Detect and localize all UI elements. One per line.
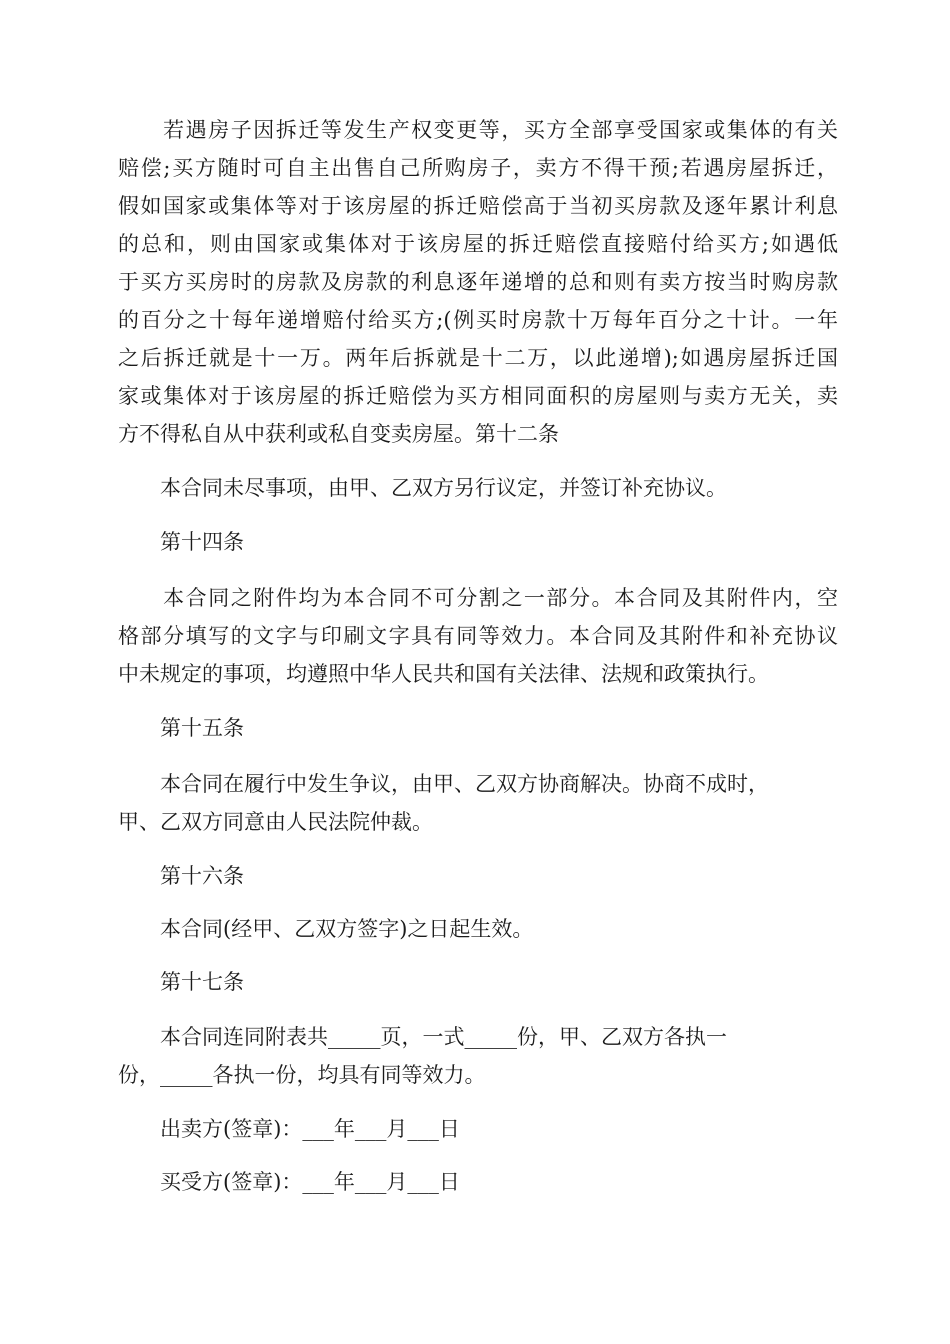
- paragraph-line: 中未规定的事项，均遵照中华人民共和国有关法律、法规和政策执行。: [118, 662, 769, 686]
- paragraph-line: 本合同未尽事项，由甲、乙双方另行议定，并签订补充协议。: [118, 476, 727, 500]
- paragraph-line: 的百分之十每年递增赔付给买方;(例买时房款十万每年百分之十计。一年: [118, 308, 838, 332]
- paragraph-line: 赔偿;买方随时可自主出售自己所购房子，卖方不得干预;若遇房屋拆迁，: [118, 156, 838, 180]
- paragraph-line: 的总和，则由国家或集体对于该房屋的拆迁赔偿直接赔付给买方;如遇低: [118, 232, 838, 256]
- section-heading: 第十六条: [118, 864, 244, 888]
- paragraph-line: 方不得私自从中获利或私自变卖房屋。第十二条: [118, 422, 559, 446]
- paragraph-line: 本合同之附件均为本合同不可分割之一部分。本合同及其附件内，空: [118, 586, 838, 610]
- paragraph-line: 甲、乙双方同意由人民法院仲裁。: [118, 810, 433, 834]
- paragraph-line: 本合同在履行中发生争议，由甲、乙双方协商解决。协商不成时，: [118, 772, 769, 796]
- seller-signature-line: 出卖方(签章)：___年___月___日: [118, 1117, 460, 1141]
- paragraph-line: 份，_____各执一份，均具有同等效力。: [118, 1063, 486, 1087]
- section-heading: 第十五条: [118, 716, 244, 740]
- section-heading: 第十七条: [118, 970, 244, 994]
- paragraph-line: 于买方买房时的房款及房款的利息逐年递增的总和则有卖方按当时购房款: [118, 270, 838, 294]
- paragraph-line: 家或集体对于该房屋的拆迁赔偿为买方相同面积的房屋则与卖方无关，卖: [118, 384, 838, 408]
- paragraph-line: 格部分填写的文字与印刷文字具有同等效力。本合同及其附件和补充协议: [118, 624, 838, 648]
- paragraph-line: 假如国家或集体等对于该房屋的拆迁赔偿高于当初买房款及逐年累计利息: [118, 194, 838, 218]
- section-heading: 第十四条: [118, 530, 244, 554]
- paragraph-line: 本合同连同附表共_____页，一式_____份，甲、乙双方各执一: [118, 1025, 727, 1049]
- paragraph-line: 本合同(经甲、乙双方签字)之日起生效。: [118, 917, 534, 941]
- buyer-signature-line: 买受方(签章)：___年___月___日: [118, 1170, 460, 1194]
- paragraph-line: 若遇房子因拆迁等发生产权变更等，买方全部享受国家或集体的有关: [118, 118, 838, 142]
- paragraph-line: 之后拆迁就是十一万。两年后拆就是十二万，以此递增);如遇房屋拆迁国: [118, 346, 838, 370]
